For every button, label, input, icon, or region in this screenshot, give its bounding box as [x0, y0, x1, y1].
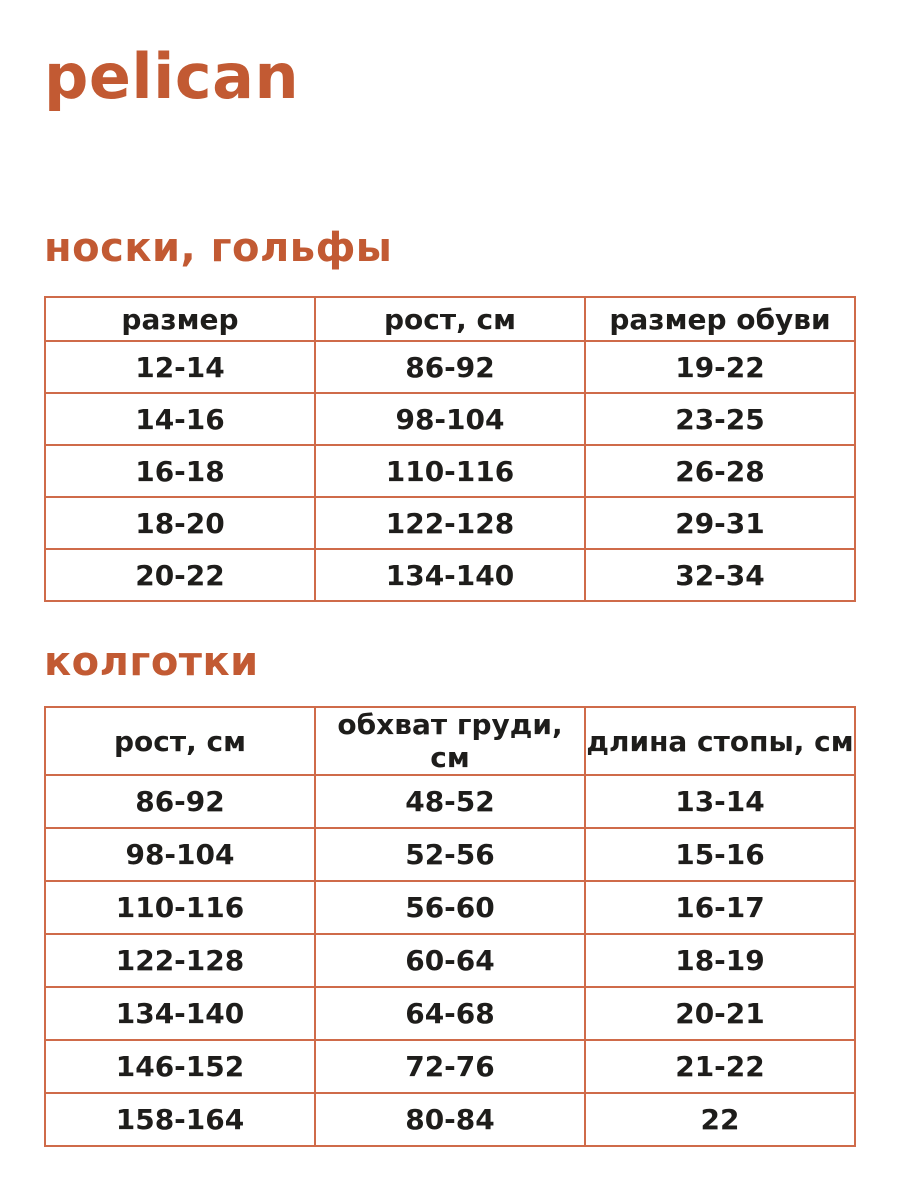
section-heading-tights: колготки	[44, 639, 259, 685]
table-cell: 122-128	[315, 497, 585, 549]
table-cell: 134-140	[315, 549, 585, 601]
table-cell: 64-68	[315, 987, 585, 1040]
table-row	[45, 775, 855, 828]
table-cell: 158-164	[45, 1093, 315, 1146]
tights-size-table	[44, 706, 856, 1147]
table-cell: 32-34	[585, 549, 855, 601]
table-row	[45, 934, 855, 987]
table-cell: 14-16	[45, 393, 315, 445]
column-header: размер обуви	[585, 297, 855, 341]
column-header: длина стопы, см	[585, 707, 855, 775]
table-cell: 98-104	[315, 393, 585, 445]
table-cell: 110-116	[315, 445, 585, 497]
table-cell: 26-28	[585, 445, 855, 497]
section-socks	[44, 225, 856, 602]
table-row	[45, 1093, 855, 1146]
table-cell: 134-140	[45, 987, 315, 1040]
table-row	[45, 393, 855, 445]
table-header-row	[45, 297, 855, 341]
table-cell: 20-22	[45, 549, 315, 601]
table-cell: 86-92	[315, 341, 585, 393]
pelican-logo: pelican	[44, 40, 300, 113]
table-cell: 56-60	[315, 881, 585, 934]
table-row	[45, 445, 855, 497]
table-cell: 18-19	[585, 934, 855, 987]
table-cell: 122-128	[45, 934, 315, 987]
table-cell: 19-22	[585, 341, 855, 393]
table-cell: 16-17	[585, 881, 855, 934]
table-header-row	[45, 707, 855, 775]
table-cell: 12-14	[45, 341, 315, 393]
table-cell: 72-76	[315, 1040, 585, 1093]
table-cell: 110-116	[45, 881, 315, 934]
table-row	[45, 828, 855, 881]
table-cell: 20-21	[585, 987, 855, 1040]
table-cell: 80-84	[315, 1093, 585, 1146]
table-cell: 60-64	[315, 934, 585, 987]
column-header: рост, см	[315, 297, 585, 341]
table-row	[45, 987, 855, 1040]
section-heading-socks: носки, гольфы	[44, 225, 393, 271]
table-row	[45, 341, 855, 393]
column-header: размер	[45, 297, 315, 341]
table-row	[45, 1040, 855, 1093]
table-row	[45, 881, 855, 934]
table-row	[45, 549, 855, 601]
table-cell: 13-14	[585, 775, 855, 828]
table-cell: 29-31	[585, 497, 855, 549]
table-cell: 16-18	[45, 445, 315, 497]
table-cell: 86-92	[45, 775, 315, 828]
table-cell: 146-152	[45, 1040, 315, 1093]
table-cell: 22	[585, 1093, 855, 1146]
table-cell: 23-25	[585, 393, 855, 445]
socks-size-table	[44, 296, 856, 602]
column-header: обхват груди, см	[315, 707, 585, 775]
table-cell: 52-56	[315, 828, 585, 881]
table-row	[45, 497, 855, 549]
table-cell: 21-22	[585, 1040, 855, 1093]
table-cell: 18-20	[45, 497, 315, 549]
table-cell: 98-104	[45, 828, 315, 881]
section-tights	[44, 639, 856, 1147]
column-header: рост, см	[45, 707, 315, 775]
table-cell: 15-16	[585, 828, 855, 881]
table-cell: 48-52	[315, 775, 585, 828]
